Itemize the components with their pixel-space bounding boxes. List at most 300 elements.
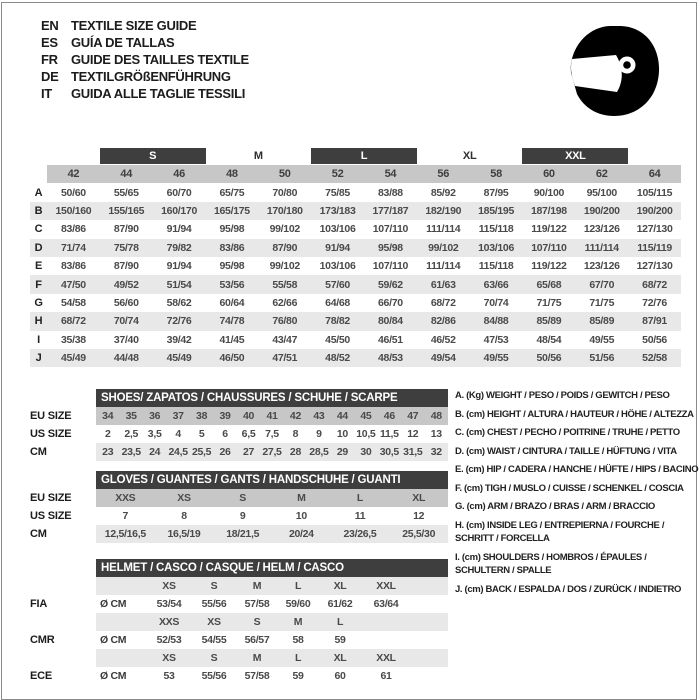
measurement-value: 55/58 xyxy=(272,278,298,291)
measurement-value: 65/75 xyxy=(219,186,245,199)
measurement-value: 84/88 xyxy=(483,315,509,328)
size-number: 48 xyxy=(205,165,258,183)
measurement-value: 47/50 xyxy=(61,278,86,291)
measurement-value: 71/74 xyxy=(61,241,86,254)
diameter-label: Ø CM xyxy=(100,670,127,682)
measurement-value: 72/76 xyxy=(642,296,667,309)
cell-value: 48 xyxy=(430,410,442,422)
measurement-row xyxy=(30,331,681,349)
measurement-value: 35/38 xyxy=(61,333,86,346)
row-letter: D xyxy=(34,241,43,254)
measurement-value: 123/126 xyxy=(583,260,620,273)
language-row xyxy=(41,17,249,34)
measurement-value: 54/58 xyxy=(61,296,86,309)
helmet-size-row xyxy=(30,613,448,631)
measurement-value: 99/102 xyxy=(428,241,459,254)
legend-item: D. (cm) WAIST / CINTURA / TAILLE / HÜFTUNG / VITA xyxy=(455,445,677,457)
spacer-cell xyxy=(30,389,96,407)
helmet-size-row xyxy=(30,577,448,595)
cell-value: 24 xyxy=(149,446,161,458)
size-number: 62 xyxy=(575,165,628,183)
measurement-value: 75/78 xyxy=(113,241,139,254)
cell-value: XS xyxy=(177,492,191,504)
measurement-row xyxy=(30,257,681,275)
helmet-values xyxy=(96,595,448,613)
legend-item: I. (cm) SHOULDERS / HOMBROS / ÉPAULES / SCHULTERN / SPALLE xyxy=(455,551,647,576)
cell-value: 9 xyxy=(316,428,322,440)
measurement-value: 127/130 xyxy=(636,223,673,236)
cell-value: 7,5 xyxy=(265,428,279,440)
helmet-value-row xyxy=(30,595,448,613)
measurement-value: 99/102 xyxy=(269,260,300,273)
measurement-value: 49/55 xyxy=(483,352,509,365)
measurement-value: 83/86 xyxy=(61,260,86,273)
cell-value: 6 xyxy=(222,428,228,440)
size-number: 46 xyxy=(153,165,206,183)
measurement-value: 57/60 xyxy=(325,278,350,291)
measurement-value: 46/50 xyxy=(219,352,245,365)
size-number-row xyxy=(30,165,681,183)
helmet-size: S xyxy=(210,580,218,592)
measurement-value: 48/53 xyxy=(378,352,403,365)
size-group-m: M xyxy=(253,149,263,162)
measurement-value: 182/190 xyxy=(425,204,462,217)
cell-value: 47 xyxy=(407,410,419,422)
size-number: 50 xyxy=(258,165,311,183)
measurement-value: 50/56 xyxy=(642,333,667,346)
row-letter: A xyxy=(34,186,43,199)
helmet-size: XXL xyxy=(376,580,396,592)
measurement-value: 87/90 xyxy=(113,260,139,273)
size-number: 58 xyxy=(470,165,523,183)
cell-value: 23,5 xyxy=(121,446,141,458)
cell-value: 12 xyxy=(413,510,425,522)
measurement-value: 127/130 xyxy=(636,260,673,273)
table-header xyxy=(30,559,448,577)
legend-item: J. (cm) BACK / ESPALDA / DOS / ZURÜCK / INDIETRO xyxy=(455,583,681,595)
cell-value: 44 xyxy=(336,410,348,422)
measurement-value: 52/58 xyxy=(642,352,667,365)
row-letter: E xyxy=(34,260,43,273)
measurement-value: 150/160 xyxy=(55,204,92,217)
cell-value: 25,5 xyxy=(191,446,212,458)
helmet-size: XXL xyxy=(376,652,396,664)
cell-value: S xyxy=(239,492,247,504)
table-header xyxy=(30,389,448,407)
cell-value: 43 xyxy=(313,410,325,422)
measurement-value: 170/180 xyxy=(266,204,303,217)
row-letter: H xyxy=(34,315,43,328)
measurement-value: 155/165 xyxy=(108,204,145,217)
measurement-value: 165/175 xyxy=(213,204,250,217)
helmet-value: 59 xyxy=(334,634,346,646)
measurement-value: 75/85 xyxy=(325,186,350,199)
measurement-value: 190/200 xyxy=(583,204,620,217)
cell-value: 8 xyxy=(181,510,187,522)
helmet-size: S xyxy=(210,652,218,664)
helmet-sizes xyxy=(96,649,448,667)
measurement-value: 85/89 xyxy=(589,315,615,328)
measurement-value: 71/75 xyxy=(536,296,562,309)
shoes-table xyxy=(30,389,448,461)
measurement-value: 173/183 xyxy=(319,204,356,217)
cell-value: 18/21,5 xyxy=(226,528,260,540)
cell-value: 38 xyxy=(196,410,208,422)
cell-value: 36 xyxy=(149,410,161,422)
cell-value: 24,5 xyxy=(168,446,188,458)
measurement-value: 45/49 xyxy=(166,352,192,365)
cell-value: 2 xyxy=(104,428,111,440)
row-label: EU SIZE xyxy=(30,492,72,504)
measurement-value: 68/72 xyxy=(430,296,456,309)
measurement-value: 60/70 xyxy=(166,186,192,199)
size-number: 56 xyxy=(417,165,470,183)
measurement-value: 49/54 xyxy=(430,352,456,365)
legend-item: F. (cm) TIGH / MUSLO / CUISSE / SCHENKEL / COSCIA xyxy=(455,482,684,494)
row-letter: F xyxy=(35,278,42,291)
helmet-size: S xyxy=(253,616,261,628)
size-group-s: S xyxy=(100,148,206,164)
cell-value: XL xyxy=(412,492,426,504)
measurement-value: 119/122 xyxy=(531,223,567,236)
measurement-value: 185/195 xyxy=(478,204,514,217)
helmet-value: 55/56 xyxy=(201,670,227,682)
measurement-value: 83/86 xyxy=(219,241,245,254)
helmet-value: 58 xyxy=(292,634,304,646)
helmet-value-row xyxy=(30,667,448,685)
table-row xyxy=(30,443,448,461)
measurement-value: 53/56 xyxy=(219,278,245,291)
helmet-value: 54/55 xyxy=(201,634,227,646)
cell-value: 31,5 xyxy=(403,446,423,458)
cell-value: 16,5/19 xyxy=(167,528,201,540)
measurement-value: 187/198 xyxy=(530,204,567,217)
row-label: CM xyxy=(30,528,47,540)
measurement-value: 45/50 xyxy=(325,333,350,346)
measurement-value: 107/110 xyxy=(372,260,409,273)
cell-value: 10,5 xyxy=(356,428,376,440)
cell-value: 3,5 xyxy=(147,428,162,440)
table-row xyxy=(30,407,448,425)
cell-value: 26 xyxy=(219,446,231,458)
cell-value: 29 xyxy=(336,446,348,458)
measurement-value: 58/62 xyxy=(166,296,192,309)
language-row xyxy=(41,85,249,102)
measurement-row xyxy=(30,349,681,367)
measurement-value: 63/66 xyxy=(483,278,509,291)
language-title: TEXTILE SIZE GUIDE xyxy=(71,18,197,33)
cell-value: 11,5 xyxy=(379,428,399,440)
measurement-value: 62/66 xyxy=(272,296,298,309)
helmet-icon xyxy=(565,20,665,122)
cell-value: 9 xyxy=(239,510,246,522)
cell-value: 11 xyxy=(354,510,366,522)
measurement-value: 105/115 xyxy=(636,186,673,199)
helmet-value: 60 xyxy=(334,670,346,682)
helmet-value: 61/62 xyxy=(327,598,353,610)
cell-value: 5 xyxy=(198,428,205,440)
size-table xyxy=(30,146,681,367)
row-values xyxy=(96,525,448,543)
measurement-value: 82/86 xyxy=(430,315,456,328)
measurement-value: 85/92 xyxy=(430,186,456,199)
measurement-value: 95/98 xyxy=(378,241,403,254)
language-row xyxy=(41,51,249,68)
cell-value: 37 xyxy=(172,410,184,422)
measurement-value: 37/40 xyxy=(113,333,139,346)
measurement-value: 44/48 xyxy=(113,352,139,365)
spacer-cell xyxy=(30,559,96,577)
measurement-value: 87/95 xyxy=(483,186,509,199)
measurement-value: 115/118 xyxy=(478,260,514,273)
helmet-value: 57/58 xyxy=(244,670,270,682)
measurement-value: 70/74 xyxy=(113,315,139,328)
measurement-value: 70/80 xyxy=(272,186,298,199)
cell-value: 34 xyxy=(102,410,114,422)
helmet-size: XL xyxy=(333,652,347,664)
cell-value: 27,5 xyxy=(262,446,282,458)
measurement-value: 59/62 xyxy=(378,278,403,291)
table-title: SHOES/ ZAPATOS / CHAUSSURES / SCHUHE / SCARPE xyxy=(96,389,448,407)
measurement-value: 87/90 xyxy=(113,223,139,236)
cell-value: 46 xyxy=(383,410,395,422)
helmet-size: L xyxy=(294,652,302,664)
row-letter: I xyxy=(37,333,40,346)
cell-value: 12,5/16,5 xyxy=(104,528,146,540)
table-header xyxy=(30,471,448,489)
measurement-value: 64/68 xyxy=(325,296,350,309)
measurement-value: 47/51 xyxy=(272,352,298,365)
language-code: DE xyxy=(41,69,59,84)
measurement-value: 51/56 xyxy=(589,352,615,365)
cell-value: 39 xyxy=(219,410,231,422)
helmet-value: 53 xyxy=(163,670,175,682)
cell-value: XXS xyxy=(115,492,136,504)
helmet-size: XS xyxy=(207,616,221,628)
measurement-value: 49/55 xyxy=(589,333,615,346)
language-title: GUIDE DES TAILLES TEXTILE xyxy=(71,52,249,67)
helmet-size: XS xyxy=(162,652,176,664)
language-title: TEXTILGRÖßENFÜHRUNG xyxy=(71,69,231,84)
helmet-size: M xyxy=(293,616,303,628)
helmet-value: 63/64 xyxy=(373,598,399,610)
cell-value: 23/26,5 xyxy=(343,528,377,540)
measurement-row xyxy=(30,183,681,201)
language-row xyxy=(41,34,249,51)
language-code: EN xyxy=(41,18,59,33)
measurement-value: 83/86 xyxy=(61,223,86,236)
measurement-row xyxy=(30,275,681,293)
helmet-value: 57/58 xyxy=(244,598,270,610)
measurement-value: 48/52 xyxy=(325,352,350,365)
measurement-row xyxy=(30,239,681,257)
measurement-value: 51/54 xyxy=(166,278,192,291)
measurement-value: 91/94 xyxy=(166,223,192,236)
spacer-cell xyxy=(30,471,96,489)
helmet-value: 56/57 xyxy=(244,634,270,646)
table-row xyxy=(30,425,448,443)
size-group-l: L xyxy=(311,148,417,164)
helmet-size-row xyxy=(30,649,448,667)
cell-value: 10 xyxy=(295,510,307,522)
measurement-value: 72/76 xyxy=(166,315,192,328)
row-label: US SIZE xyxy=(30,510,72,522)
size-number: 44 xyxy=(100,165,153,183)
cell-value: 13 xyxy=(430,428,442,440)
measurement-value: 99/102 xyxy=(269,223,300,236)
helmet-value: 52/53 xyxy=(156,634,182,646)
measurement-value: 115/118 xyxy=(478,223,514,236)
measurement-value: 123/126 xyxy=(583,223,620,236)
table-row xyxy=(30,507,448,525)
language-list xyxy=(41,17,249,102)
cell-value: 25,5/30 xyxy=(402,528,436,540)
table-row xyxy=(30,525,448,543)
diameter-label: Ø CM xyxy=(100,634,127,646)
measurement-value: 95/98 xyxy=(219,223,245,236)
cell-value: 27 xyxy=(242,446,255,458)
measurement-value: 87/90 xyxy=(272,241,298,254)
legend-item: G. (cm) ARM / BRAZO / BRAS / ARM / BRACCIO xyxy=(455,501,655,512)
measurement-value: 49/52 xyxy=(113,278,139,291)
measurement-value: 95/100 xyxy=(586,186,617,199)
helmet-table xyxy=(30,559,448,685)
measurement-value: 91/94 xyxy=(325,241,350,254)
language-title: GUÍA DE TALLAS xyxy=(71,35,175,50)
measurement-value: 80/84 xyxy=(378,315,403,328)
helmet-value: 61 xyxy=(380,670,392,682)
helmet-size: L xyxy=(336,616,344,628)
standard-label: ECE xyxy=(30,670,53,682)
cell-value: 32 xyxy=(430,446,442,458)
size-group-xxl: XXL xyxy=(522,148,628,164)
measurement-row xyxy=(30,312,681,330)
cell-value: 12 xyxy=(407,428,419,440)
measurement-value: 70/74 xyxy=(483,296,509,309)
row-values xyxy=(96,507,448,525)
cell-value: 8 xyxy=(292,428,299,440)
helmet-size: M xyxy=(252,652,262,664)
row-label: CM xyxy=(30,446,47,458)
measurement-value: 103/106 xyxy=(319,223,356,236)
measurement-value: 74/78 xyxy=(219,315,245,328)
size-number: 52 xyxy=(311,165,364,183)
row-values xyxy=(96,443,448,461)
helmet-size: L xyxy=(294,580,302,592)
measurement-value: 68/72 xyxy=(642,278,667,291)
measurement-value: 41/45 xyxy=(219,333,245,346)
helmet-sizes xyxy=(96,577,448,595)
measurement-value: 190/200 xyxy=(636,204,673,217)
diameter-label: Ø CM xyxy=(100,598,127,610)
lower-tables xyxy=(30,389,448,685)
standard-label: FIA xyxy=(30,598,48,610)
measurement-value: 111/114 xyxy=(426,223,461,236)
table-row xyxy=(30,489,448,507)
measurement-value: 95/98 xyxy=(219,260,245,273)
measurement-row xyxy=(30,220,681,238)
row-letter: G xyxy=(34,296,43,309)
measurement-value: 46/51 xyxy=(378,333,403,346)
measurement-value: 177/187 xyxy=(372,204,409,217)
gloves-table xyxy=(30,471,448,543)
measurement-row xyxy=(30,202,681,220)
measurement-value: 39/42 xyxy=(166,333,192,346)
legend-item: E. (cm) HIP / CADERA / HANCHE / HÜFTE / HIPS / BACINO xyxy=(455,464,699,475)
measurement-value: 45/49 xyxy=(61,352,86,365)
measurement-value: 115/119 xyxy=(637,241,672,254)
helmet-value: 53/54 xyxy=(156,598,182,610)
measurement-value: 47/53 xyxy=(483,333,509,346)
measurement-value: 55/65 xyxy=(113,186,139,199)
row-letter: C xyxy=(34,223,43,236)
row-values xyxy=(96,489,448,507)
measurement-value: 107/110 xyxy=(372,223,409,236)
helmet-value: 59/60 xyxy=(285,598,311,610)
measurement-value: 76/80 xyxy=(272,315,298,328)
measurement-value: 61/63 xyxy=(430,278,456,291)
language-code: FR xyxy=(41,52,58,67)
spacer-cell xyxy=(30,613,96,631)
measurement-value: 91/94 xyxy=(166,260,192,273)
measurement-value: 103/106 xyxy=(319,260,356,273)
cell-value: 45 xyxy=(360,410,372,422)
cell-value: 6,5 xyxy=(241,428,256,440)
helmet-value-row xyxy=(30,631,448,649)
measurement-value: 111/114 xyxy=(584,241,619,254)
legend-item: A. (Kg) WEIGHT / PESO / POIDS / GEWITCH / PESO xyxy=(455,390,670,401)
size-number: 54 xyxy=(364,165,417,183)
measurement-value: 46/52 xyxy=(430,333,456,346)
cell-value: 35 xyxy=(125,410,137,422)
measurement-row xyxy=(30,294,681,312)
helmet-size: M xyxy=(252,580,262,592)
measurement-value: 83/88 xyxy=(378,186,403,199)
measurement-value: 50/56 xyxy=(536,352,562,365)
measurement-value: 90/100 xyxy=(533,186,565,199)
legend-item: B. (cm) HEIGHT / ALTURA / HAUTEUR / HÖHE / ALTEZZA xyxy=(455,408,694,420)
helmet-value: 55/56 xyxy=(201,598,227,610)
helmet-size: XL xyxy=(333,580,347,592)
helmet-size: XS xyxy=(162,580,176,592)
size-number: 64 xyxy=(628,165,681,183)
measurement-value: 79/82 xyxy=(166,241,192,254)
size-group-row xyxy=(30,146,681,165)
cell-value: 10 xyxy=(336,428,348,440)
measurement-value: 87/91 xyxy=(642,315,667,328)
measurement-value: 160/170 xyxy=(161,204,197,217)
cell-value: 30,5 xyxy=(379,446,399,458)
measurement-value: 68/72 xyxy=(61,315,86,328)
size-number: 60 xyxy=(522,165,575,183)
measurement-value: 119/122 xyxy=(531,260,567,273)
row-values xyxy=(96,425,448,443)
helmet-values xyxy=(96,667,448,685)
measurement-value: 56/60 xyxy=(113,296,139,309)
row-letter: J xyxy=(35,352,42,365)
cell-value: 20/24 xyxy=(288,528,314,540)
measurement-value: 66/70 xyxy=(378,296,403,309)
cell-value: 7 xyxy=(122,510,129,522)
measurement-legend xyxy=(455,389,700,601)
legend-item: C. (cm) CHEST / PECHO / POITRINE / TRUHE / PETTO xyxy=(455,427,680,438)
cell-value: 30 xyxy=(360,446,372,458)
measurement-value: 111/114 xyxy=(426,260,461,273)
spacer-cell xyxy=(30,649,96,667)
cell-value: 23 xyxy=(102,446,114,458)
row-letter: B xyxy=(34,204,43,217)
cell-value: 41 xyxy=(266,410,278,422)
